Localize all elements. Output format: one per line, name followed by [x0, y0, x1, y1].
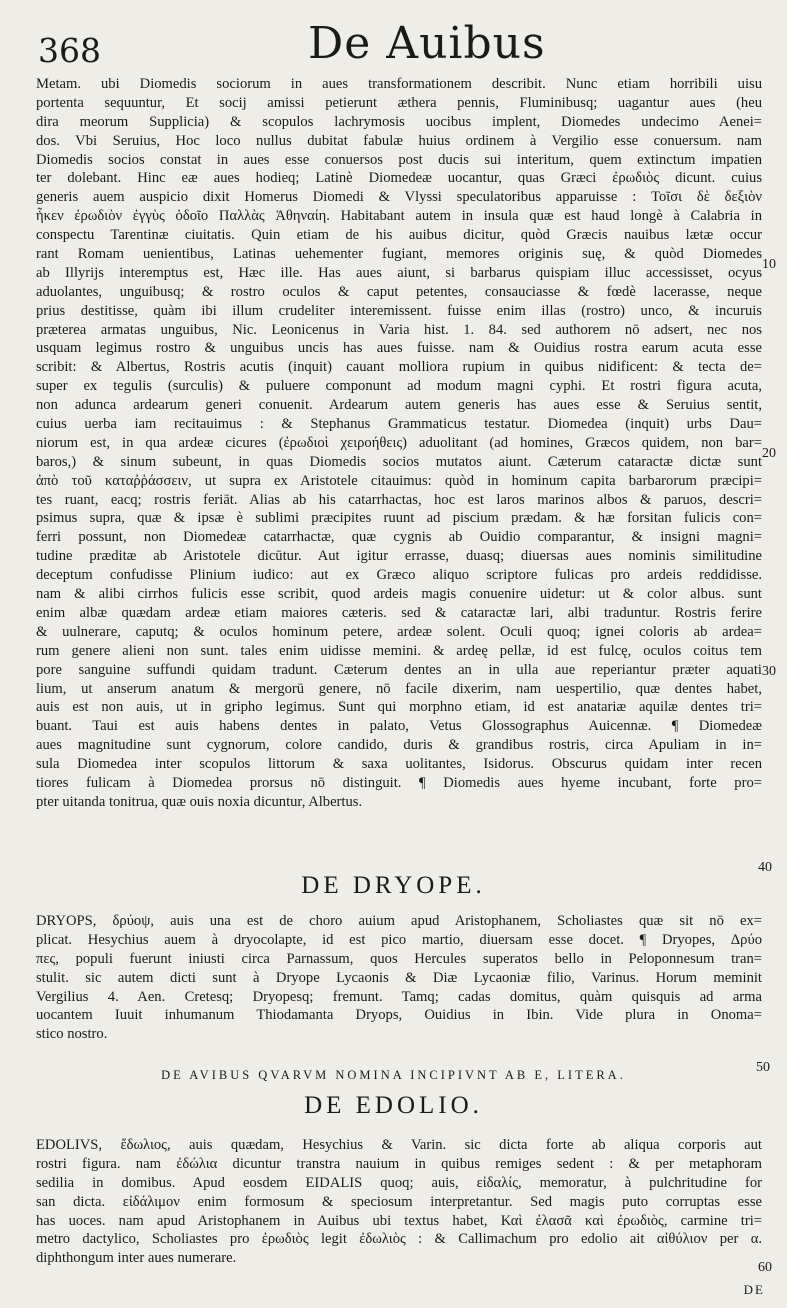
text-line: has uoces. nam apud Aristophanem in Auibus ubi textus habet, Καὶ ἐλασᾶ καὶ ἐρωδιὸς, carmine tri=	[36, 1212, 762, 1229]
text-line: EDOLIVS, ἔδωλιος, auis quædam, Hesychius & Varin. sic dicta forte ab aliqua corporis aut	[36, 1137, 762, 1153]
line-number-60: 60	[758, 1260, 772, 1275]
text-line: præterea armatas unguibus, Nic. Leonicenus in Varia hist. 1. 84. sed authorem nō adsert, nec nos	[36, 321, 762, 338]
text-line: deceptum confudisse Plinium iudico: aut ex Græco aliquo scriptore fulicas pro ardeis reddidisse.	[36, 567, 762, 584]
text-line: stulit. sic autem dicti sunt à Dryope Lycaonis & Diæ Lycaoniæ filio, Varinus. Horum meminit	[36, 969, 762, 986]
text-line: scribit: & Albertus, Rostris acutis (inquit) cauant molliora rupium in quibus nidificent: & tecta de=	[36, 359, 762, 376]
text-line: super ex tegulis (surculis) & puluere componunt ad modum magni cyphi. Et rostri figura acuta,	[36, 378, 762, 395]
text-line: diphthongum inter aues numerare.	[36, 1250, 237, 1267]
text-line: portenta sequuntur, Et socij amissi petierunt æthera pennis, Fluminibusq; uagantur aues (heu	[36, 94, 762, 111]
text-line: dos. Vbi Seruius, Hoc loco nullus dubitat fabulæ huius ordinem à Vergilio esse conuersum. nam	[36, 132, 762, 149]
line-number-20: 20	[762, 446, 776, 461]
line-number-40: 40	[758, 860, 772, 875]
text-line: non adunca ardearum generi conuenit. Ardearum autem generis has aues esse & Seruius sentit,	[36, 397, 762, 414]
text-line: auis est non auis, ut in gripho legimus. Sunt qui morphno etiam, id est anatariæ aquilæ dentes tri=	[36, 699, 762, 716]
line-number-30: 30	[762, 664, 776, 679]
heading-de-edolio: DE EDOLIO.	[304, 1092, 483, 1119]
text-line: rum genere alieni non sunt. tales enim uidisse memini. & ardeę pellæ, id est fulcę, oculos coitus tem	[36, 642, 762, 659]
heading-de-dryope: DE DRYOPE.	[301, 872, 486, 899]
text-line: Vergilius 4. Aen. Cretesq; Dryopesq; fremunt. Tamq; cadas domitus, quàm quisquis ad arma	[36, 988, 762, 1005]
text-line: πες, populi fuerunt iniusti circa Parnassum, quos Hercules superatos bello in Peloponnesum tran=	[36, 950, 762, 967]
text-line: prius destitisse, quàm ibi illum crudeliter interemissent. fuisse enim illas (rostro) unco, & incuruis	[36, 302, 762, 319]
section-dryope-text	[36, 912, 762, 1044]
subtitle-aves-e: DE AVIBUS QVARVM NOMINA INCIPIVNT AB E, LITERA.	[161, 1068, 626, 1082]
line-number-50: 50	[756, 1060, 770, 1075]
text-line: conspectu Tarentinæ ciuitatis. Quin etiam de his auibus dicitur, quòd Græcis nauibus lætæ occur	[36, 227, 762, 244]
text-line: Diomedis socios constat in aues esse conuersos post ducis sui interitum, quem extinctum impatien	[36, 151, 762, 168]
text-line: ter dolebant. Hinc eæ aues hodieq; Latinè Diomedeæ uocantur, quas Græci ἐρωδιὸς dicunt. cuius	[36, 170, 762, 187]
text-line: metro dactylico, Scholiastes pro ἐρωδιὸς legit ἐδωλιὸς : & Callimachum pro edolio ait αἰθύλιον per α.	[36, 1231, 762, 1248]
text-line: rant Romam uenientibus, Latinas uehementer fugiant, memores originis suę, & quòd Diomedes	[36, 246, 762, 263]
text-line: nam & alibi cirrhos fulicis esse scribit, quod ardeis magis conuenire uidetur: ut & color albus. sunt	[36, 586, 762, 603]
text-line: ἀπὸ τοῦ καταῤῥάσσειν, ut supra ex Aristotele citauimus: quòd in hominum capita barbarorum præcipi=	[36, 472, 762, 489]
text-line: pter uitanda tonitrua, quæ ouis noxia dicuntur, Albertus.	[36, 793, 363, 810]
text-line: DRYOPS, δρύοψ, auis una est de choro auium apud Aristophanem, Scholiastes quæ sit nō ex=	[36, 913, 762, 929]
page-number: 368	[38, 31, 101, 70]
text-line: tiores fulicam à Diomedea prorsus nō distinguit. ¶ Diomedis aues hyeme incubant, forte pro=	[36, 774, 762, 791]
text-line: uocantem Iuuit inhumanum Thiodamanta Dryops, Ouidius in Ibin. Vide plura in Onoma=	[36, 1007, 762, 1024]
text-line: generis auem auspicio dixit Homerus Diomedi & Vlyssi speculatoribus apparuisse : Τοῖσι δὲ δεξιὸν	[36, 189, 762, 206]
text-line: aues magnitudine sunt cygnorum, colore candido, duris & grandibus rostris, circa Apuliam in in=	[36, 737, 762, 754]
text-line: psimus supra, quæ & ipsæ è sublimi præcipites ruunt ad piscium prædam. & hæ forsitan fulicis con=	[36, 510, 762, 527]
text-line: tes ruant, eacq; rostris feriāt. Alias ab his catarrhactas, hoc est laros marinos albos & paruos, descri=	[36, 491, 762, 508]
section-diomedea-text	[36, 75, 762, 812]
catchword: DE	[743, 1282, 765, 1297]
text-line: aduolantes, unguibusq; & rostro oculos & caput petentes, consauciasse & fœdè lacerasse, neque	[36, 283, 762, 300]
text-line: sula Diomedea inter scopulos littorum & saxa uolitantes, Isidorus. Obscurus quidam inter recen	[36, 756, 762, 773]
text-line: buant. Taui est auis habens dentes in palato, Vetus Glossographus Auicennæ. ¶ Diomedeæ	[36, 718, 762, 735]
text-line: lium, ut anserum anatum & mergorū genere, nō facile dixerim, nam uespertilio, quæ dentes habet,	[36, 680, 762, 697]
text-line: pore sanguine suffundi quidam tradunt. Cæterum dentes an in ulla aue reperiantur præter aquati	[36, 661, 762, 678]
text-line: niorum est, in qua ardeæ cicures (ἐρωδιοὶ χειροήθεις) aduolitant (ad homines, Græcos quidem, non bar=	[36, 434, 762, 451]
text-line: plicat. Hesychius auem à dryocolapte, id est pico martio, diuersam esse docet. ¶ Dryopes, Δρύο	[36, 931, 762, 948]
text-line: stico nostro.	[36, 1026, 108, 1043]
text-line: rostri figura. nam ἐδώλια dicuntur transtra nauium in quibus remiges sedent : & per metaphoram	[36, 1155, 762, 1172]
text-line: ab Illyrijs interemptus est, Hæc ille. Has aues aiunt, si barbarus quispiam illuc accessisset, ocyus	[36, 264, 762, 281]
section-edolio-text	[36, 1136, 762, 1268]
text-line: baros,) & sinum subeunt, in quas Diomedis socios mutatos aiunt. Cæterum cataractæ dictæ sunt	[36, 453, 762, 470]
text-line: ferri possunt, non Diomedeæ catarrhactæ, quæ cygnis ab Ouidio comparantur, & insigni magni=	[36, 529, 762, 546]
text-line: tudine præditæ ab Aristotele dicūtur. Aut igitur errasse, duasq; diuersas aues nominis similitudine	[36, 548, 762, 565]
text-line: & uulnerare, caputq; & oculos hominum petere, ardeæ solent. Oculi quoq; ignei coloris ab ardea=	[36, 623, 762, 640]
running-title: De Auibus	[308, 18, 546, 69]
text-line: ἧκεν ἐρωδιὸν ἐγγὺς ὁδοῖο Παλλὰς Ἀθηναίη. Habitabant autem in insula quæ est haud longè à Calabria in	[36, 208, 762, 225]
text-line: Metam. ubi Diomedis sociorum in aues transformationem describit. Nunc etiam horribili uisu	[36, 76, 762, 92]
text-line: cuius uerba iam recitauimus : & Stephanus Grammaticus testatur. Diomedea (inquit) urbs Dau=	[36, 416, 762, 433]
text-line: enim albæ quædam ardeæ etiam maiores cæteris. sed & cataractæ lari, albi traduntur. Rostris ferire	[36, 604, 762, 621]
text-line: sedilia in domibus. Apud eosdem EIDALIS quoq; auis, εἰδαλίς, memoratur, à pulchritudine for	[36, 1174, 762, 1191]
text-line: usquam legimus rostro & unguibus uncis has aues fuisse. nam & Ouidius rostra earum acuta esse	[36, 340, 762, 357]
line-number-10: 10	[762, 257, 776, 272]
text-line: san dicta. εἰδάλιμον enim formosum & speciosum interpretantur. Sed magis puto corruptas esse	[36, 1193, 762, 1210]
text-line: dira meorum Supplicia) & scopulos lachrymosis uocibus implent, Diomedes undecimo Aenei=	[36, 113, 762, 130]
